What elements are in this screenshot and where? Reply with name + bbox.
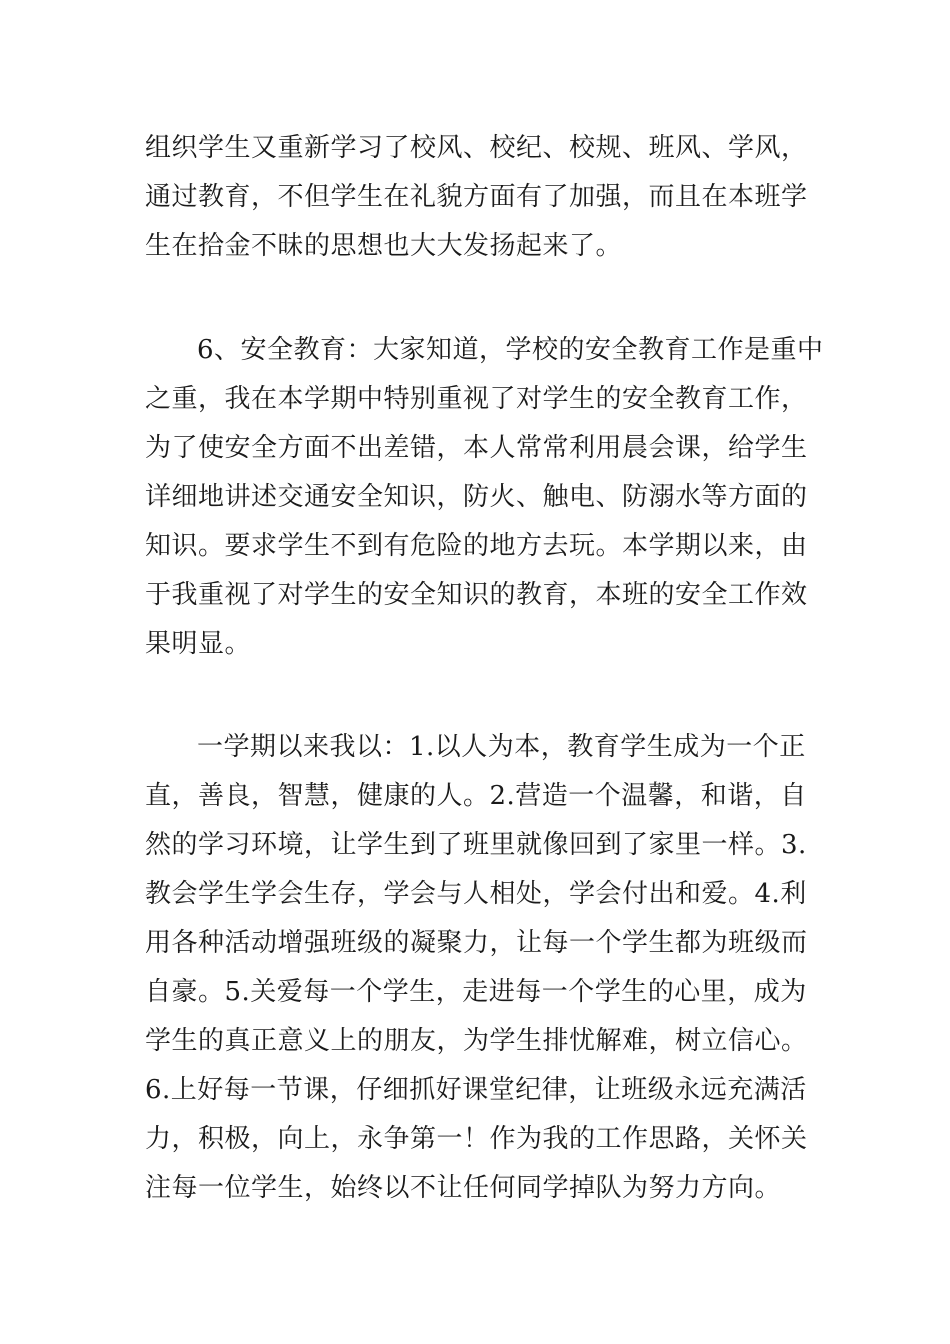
text-line: 教会学生学会生存，学会与人相处，学会付出和爱。4.利 xyxy=(145,879,807,909)
text-line: 于我重视了对学生的安全知识的教育，本班的安全工作效 xyxy=(145,580,808,610)
text-line: 生在拾金不昧的思想也大大发扬起来了。 xyxy=(145,231,623,261)
text-line: 6.上好每一节课，仔细抓好课堂纪律，让班级永远充满活 xyxy=(145,1075,807,1105)
text-line: 组织学生又重新学习了校风、校纪、校规、班风、学风， xyxy=(145,133,808,163)
text-line: 6、安全教育：大家知道，学校的安全教育工作是重中 xyxy=(197,335,824,365)
paragraph-conduct-education xyxy=(145,124,825,271)
text-line: 之重，我在本学期中特别重视了对学生的安全教育工作， xyxy=(145,384,808,414)
text-line: 通过教育，不但学生在礼貌方面有了加强，而且在本班学 xyxy=(145,182,808,212)
text-line: 果明显。 xyxy=(145,629,252,659)
text-line: 详细地讲述交通安全知识，防火、触电、防溺水等方面的 xyxy=(145,482,808,512)
text-line: 自豪。5.关爱每一个学生，走进每一个学生的心里，成为 xyxy=(145,977,807,1007)
paragraph-work-approach xyxy=(145,723,825,1213)
text-line: 一学期以来我以：1.以人为本，教育学生成为一个正 xyxy=(197,732,806,762)
text-line: 注每一位学生，始终以不让任何同学掉队为努力方向。 xyxy=(145,1173,782,1203)
text-line: 知识。要求学生不到有危险的地方去玩。本学期以来，由 xyxy=(145,531,808,561)
text-line: 然的学习环境，让学生到了班里就像回到了家里一样。3. xyxy=(145,830,807,860)
text-line: 学生的真正意义上的朋友，为学生排忧解难，树立信心。 xyxy=(145,1026,808,1056)
paragraph-safety-education xyxy=(145,326,825,669)
text-line: 力，积极，向上，永争第一！作为我的工作思路，关怀关 xyxy=(145,1124,808,1154)
text-line: 用各种活动增强班级的凝聚力，让每一个学生都为班级而 xyxy=(145,928,808,958)
text-line: 直，善良，智慧，健康的人。2.营造一个温馨，和谐，自 xyxy=(145,781,807,811)
text-line: 为了使安全方面不出差错，本人常常利用晨会课，给学生 xyxy=(145,433,808,463)
